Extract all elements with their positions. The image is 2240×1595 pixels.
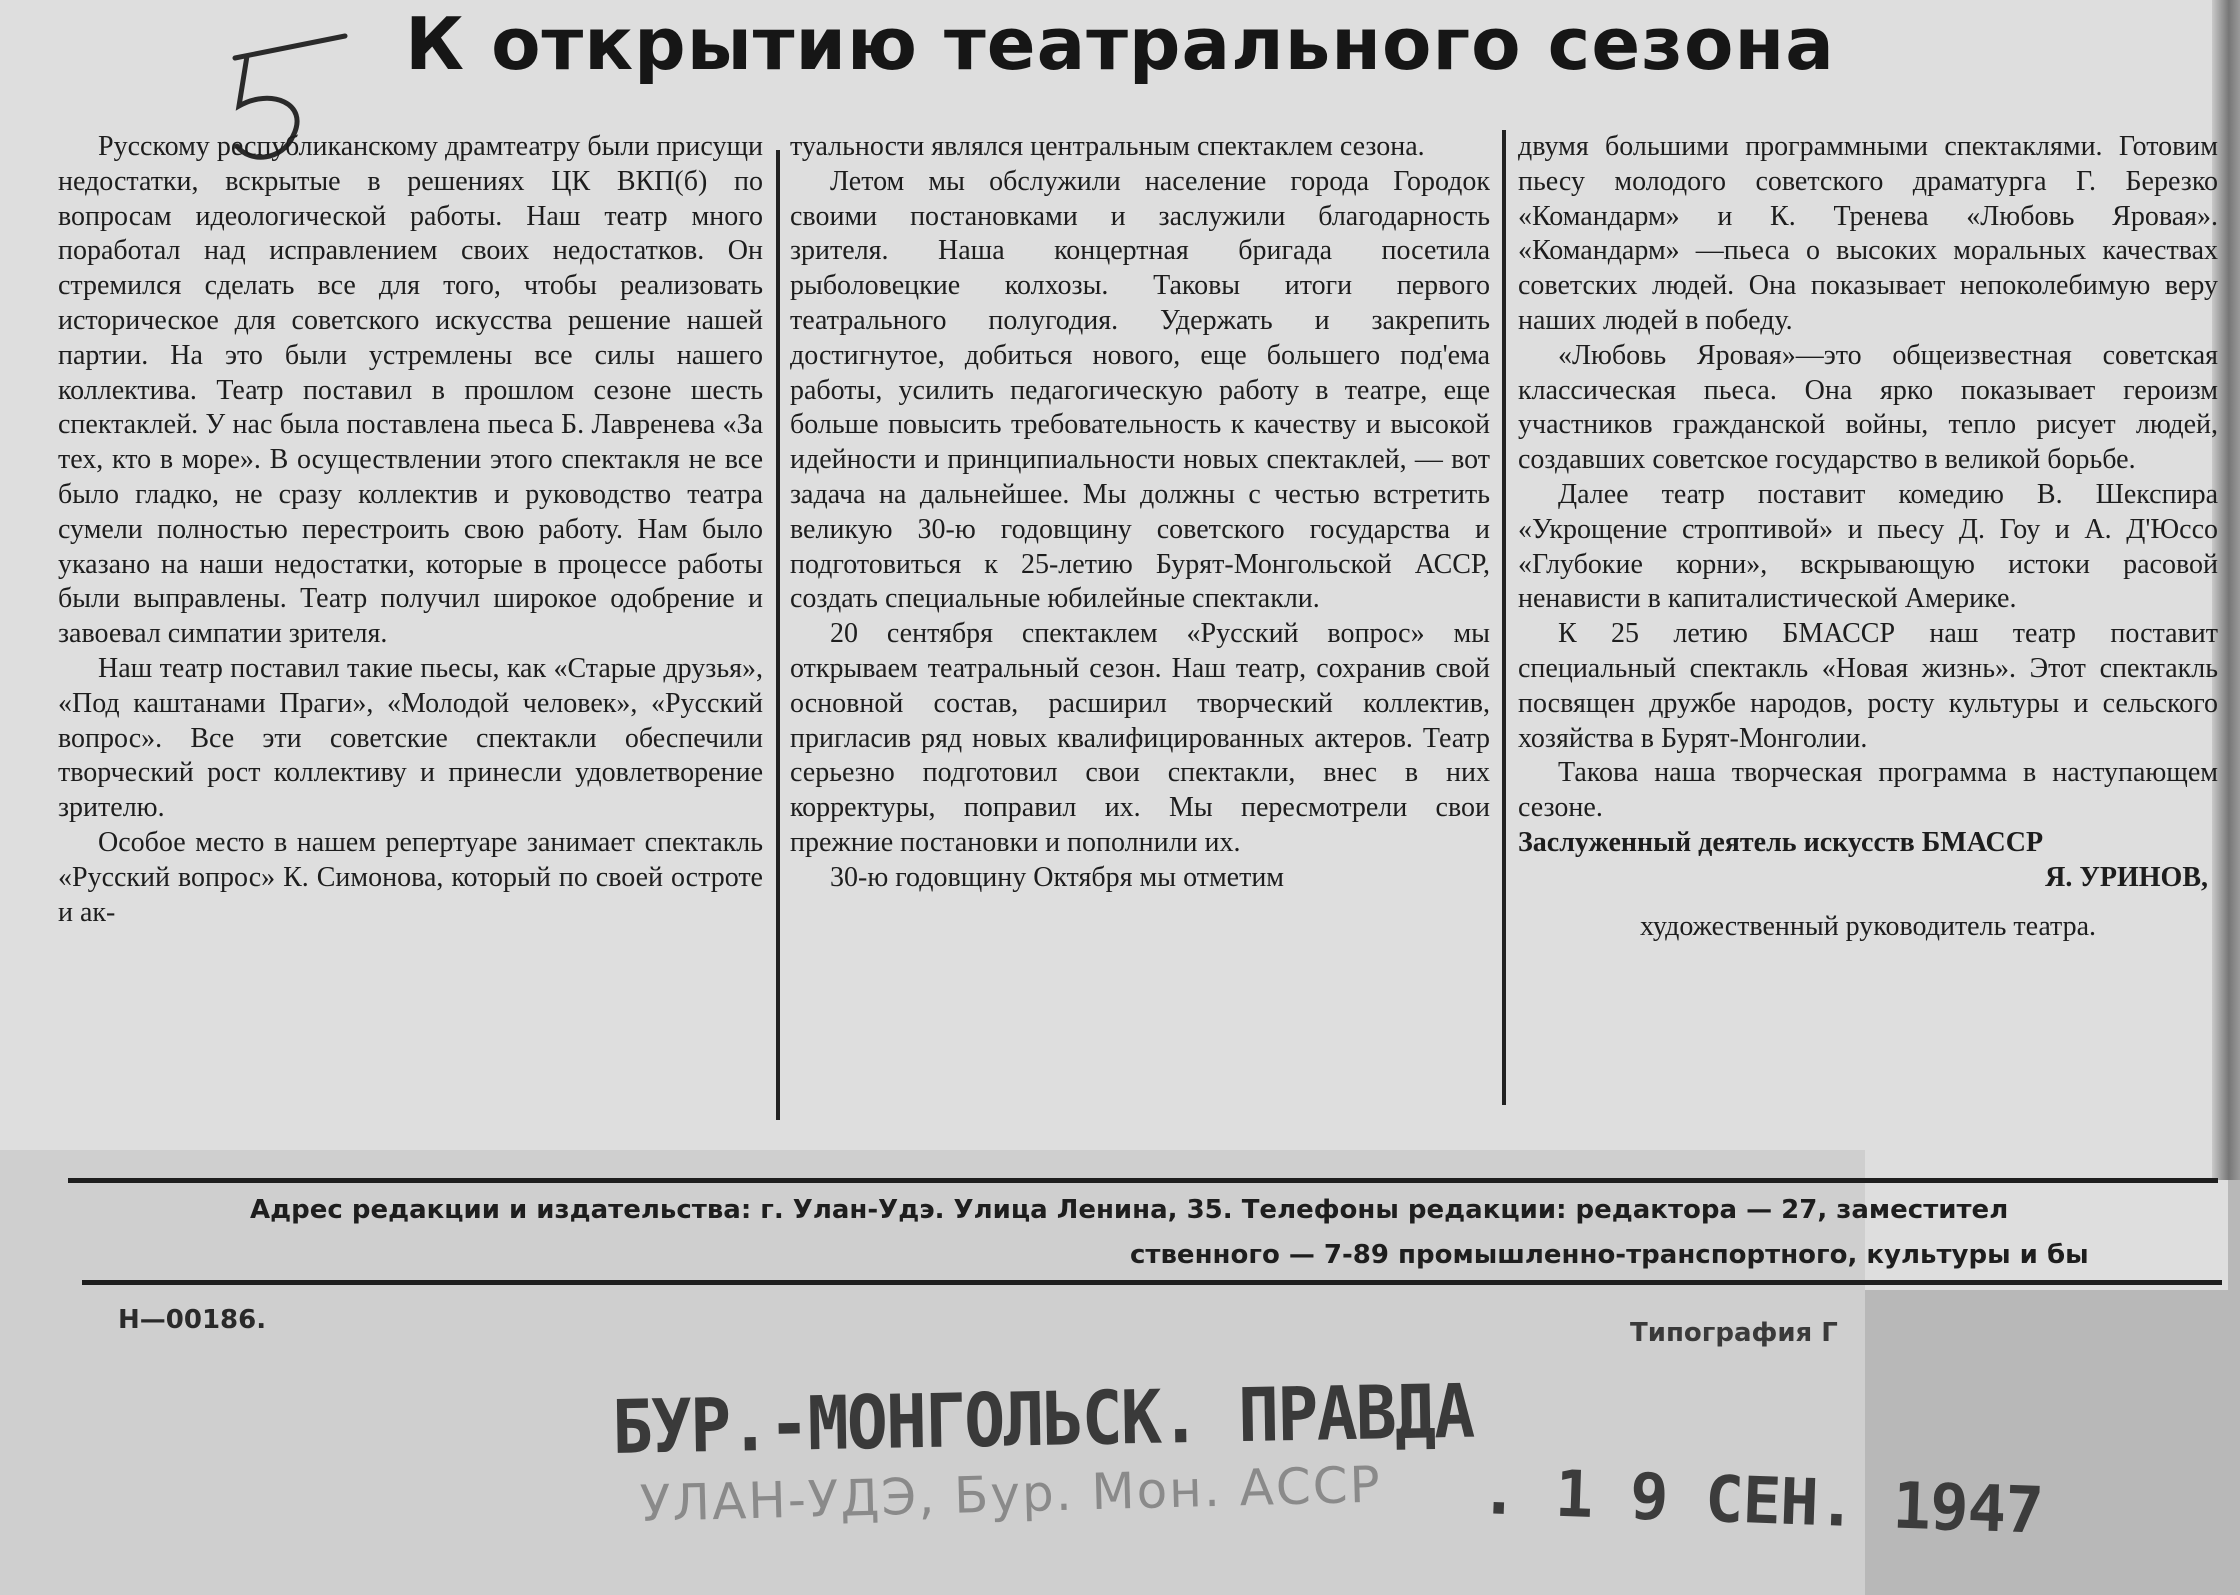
column-divider (776, 150, 780, 1120)
library-stamp-title: БУР.-МОНГОЛЬСК. ПРАВДА (611, 1368, 1474, 1471)
article-column-2 (790, 130, 1490, 896)
author-title: Заслуженный деятель искусств БМАССР (1518, 826, 2044, 858)
library-stamp-date: . 1 9 СЕН. 1947 (1478, 1455, 2044, 1549)
footer-rule-bottom (82, 1280, 2222, 1285)
paragraph: 30-ю годовщину Октября мы отметим (830, 861, 1285, 893)
printer-imprint: Типография Г (1630, 1318, 1838, 1348)
article-column-1 (58, 130, 763, 930)
paragraph: Летом мы обслужили население города Городок своими постановками и заслужили благодарность зрителя. Наша концертная бригада посетила рыболовецкие колхозы. Таковы итоги первого театрального полугодия. Удержать и закрепить достигнутое, добиться нового, еще большего под'ема работы, усилить педагогическую работу в театре, еще больше повысить требовательность к качеству и высокой идейности и принципиальности новых спектаклей, — вот задача на дальнейшее. Мы должны с честью встретить великую 30-ю годовщину советского государства и подготовиться к 25-летию Бурят-Монгольской АССР, создать специальные юбилейные спектакли. (790, 165, 1490, 615)
paragraph: 20 сентября спектаклем «Русский вопрос» мы открываем театральный сезон. Наш театр, сохранив свой основной состав, расширил творческий коллектив, пригласив ряд новых квалифицированных актеров. Театр серьезно подготовил свои спектакли, внес в них корректуры, поправил их. Мы пересмотрели свои прежние постановки и пополнили их. (790, 618, 1490, 858)
paragraph: Далее театр поставит комедию В. Шекспира «Укрощение строптивой» и пьесу Д. Гоу и А. Д'Юссо «Глубокие корни», вскрывающую истоки расовой ненависти в капиталистической Америке. (1518, 478, 2218, 615)
paragraph: Особое место в нашем репертуаре занимает спектакль «Русский вопрос» К. Симонова, который по своей остроте и ак- (58, 826, 763, 928)
editorial-address: Адрес редакции и издательства: г. Улан-Удэ. Улица Ленина, 35. Телефоны редакции: редактора — 27, заместител (250, 1195, 2009, 1225)
editorial-phones: ственного — 7-89 промышленно-транспортного, культуры и бы (1130, 1240, 2089, 1270)
order-number: Н—00186. (118, 1305, 267, 1335)
article-headline: К открытию театрального сезона (405, 2, 1835, 86)
paragraph: Наш театр поставил такие пьесы, как «Старые друзья», «Под каштанами Праги», «Молодой человек», «Русский вопрос». Все эти советские спектакли обеспечили творческий рост коллективу и принесли удовлетворение зрителю. (58, 652, 763, 824)
paragraph: двумя большими программными спектаклями. Готовим пьесу молодого советского драматурга Г. Березко «Командарм» и К. Тренева «Любовь Яровая». «Командарм» —пьеса о высоких моральных качествах советских людей. Она показывает непоколебимую веру наших людей в победу. (1518, 131, 2218, 336)
footer-rule-top (68, 1178, 2218, 1183)
article-column-3 (1518, 130, 2218, 944)
paragraph: «Любовь Яровая»—это общеизвестная советская классическая пьеса. Она ярко показывает героизм участников гражданской войны, тепло рисует людей, создавших советское государство в великой борьбе. (1518, 339, 2218, 476)
library-stamp-place: УЛАН-УДЭ, Бур. Мон. АССР (639, 1455, 1383, 1533)
author-name: Я. УРИНОВ, (2045, 861, 2208, 893)
column-divider (1502, 130, 1506, 1105)
paragraph: Такова наша творческая программа в наступающем сезоне. (1518, 757, 2218, 824)
paragraph: Русскому республиканскому драмтеатру были присущи недостатки, вскрытые в решениях ЦК ВКП(б) по вопросам идеологической работы. Наш театр много поработал над исправлением своих недостатков. Он стремился сделать все для того, чтобы реализовать историческое для советского искусства решение нашей партии. На это были устремлены все силы нашего коллектива. Театр поставил в прошлом сезоне шесть спектаклей. У нас была поставлена пьеса Б. Лавренева «За тех, кто в море». В осуществлении этого спектакля не все было гладко, не сразу коллектив и руководство театра сумели полностью перестроить свою работу. Нам было указано на наши недостатки, которые в процессе работы были выправлены. Театр получил широкое одобрение и завоевал симпатии зрителя. (58, 131, 763, 650)
paragraph: туальности являлся центральным спектаклем сезона. (790, 131, 1425, 162)
author-position: художественный руководитель театра. (1639, 910, 2097, 942)
paragraph: К 25 летию БМАССР наш театр поставит специальный спектакль «Новая жизнь». Этот спектакль посвящен дружбе народов, росту культуры и сельского хозяйства в Бурят-Монголии. (1518, 618, 2218, 754)
